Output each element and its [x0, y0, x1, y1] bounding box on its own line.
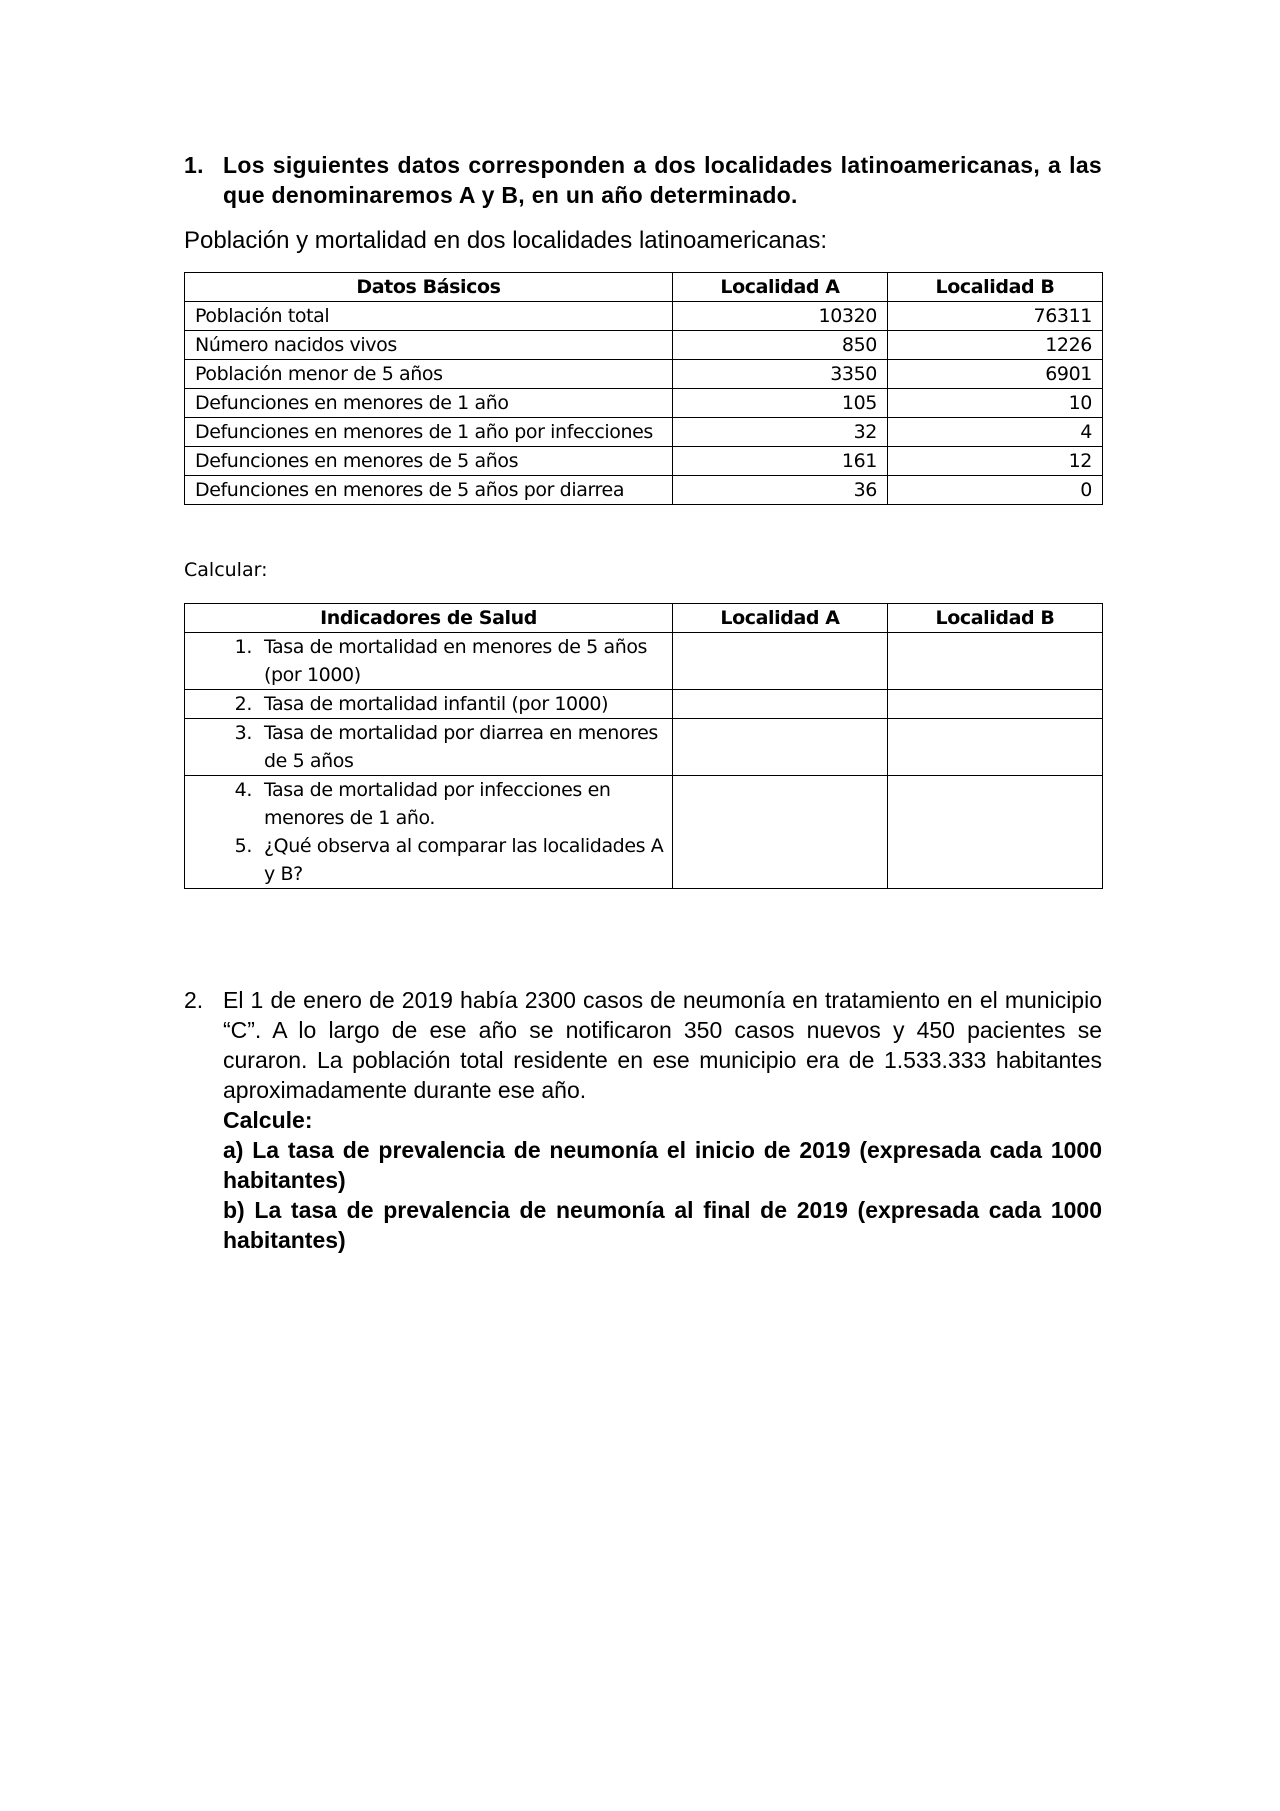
question-2-body: [223, 985, 1102, 1255]
row-label: Número nacidos vivos: [185, 331, 673, 360]
table-row: [185, 418, 1103, 447]
answer-cell-b[interactable]: [888, 719, 1103, 776]
question-2b: b) La tasa de prevalencia de neumonía al final de 2019 (expresada cada 1000 habitantes): [223, 1197, 1102, 1253]
table-caption: Población y mortalidad en dos localidades latinoamericanas:: [184, 227, 828, 254]
row-label: Defunciones en menores de 5 años: [185, 447, 673, 476]
item-text: Tasa de mortalidad por infecciones en menores de 1 año.: [264, 779, 611, 829]
calcule-label: Calcule:: [223, 1107, 313, 1133]
value-a: 3350: [673, 360, 888, 389]
value-a: 32: [673, 418, 888, 447]
item-text: Tasa de mortalidad en menores de 5 años (por 1000): [264, 636, 648, 686]
item-number: 1.: [234, 636, 252, 658]
item-number: 5.: [234, 835, 252, 857]
row-label: Defunciones en menores de 5 años por diarrea: [185, 476, 673, 505]
table-header-row: [185, 604, 1103, 633]
header-indicadores: Indicadores de Salud: [185, 604, 673, 633]
table-row: [185, 476, 1103, 505]
row-label: Defunciones en menores de 1 año por infecciones: [185, 418, 673, 447]
value-b: 1226: [888, 331, 1103, 360]
item-text: ¿Qué observa al comparar las localidades A y B?: [264, 835, 664, 885]
item-number: 2.: [234, 693, 252, 715]
answer-cell-a[interactable]: [673, 633, 888, 690]
question-2a: a) La tasa de prevalencia de neumonía el inicio de 2019 (expresada cada 1000 habitantes): [223, 1137, 1102, 1193]
basic-data-table: [184, 272, 1103, 505]
answer-cell-b[interactable]: [888, 690, 1103, 719]
header-localidad-b: Localidad B: [888, 273, 1103, 302]
table-row: [185, 447, 1103, 476]
answer-cell-b[interactable]: [888, 633, 1103, 690]
value-b: 12: [888, 447, 1103, 476]
value-a: 10320: [673, 302, 888, 331]
header-localidad-a: Localidad A: [673, 273, 888, 302]
value-a: 36: [673, 476, 888, 505]
header-localidad-b: Localidad B: [888, 604, 1103, 633]
question-2: [184, 985, 1102, 1255]
question-1-text: Los siguientes datos corresponden a dos localidades latinoamericanas, a las que denominaremos A y B, en un año determinado.: [223, 152, 1102, 208]
question-1: [184, 150, 1102, 210]
list-item: [185, 633, 672, 689]
header-datos-basicos: Datos Básicos: [185, 273, 673, 302]
value-b: 10: [888, 389, 1103, 418]
indicator-cell: [185, 690, 673, 719]
item-text: Tasa de mortalidad infantil (por 1000): [264, 693, 609, 715]
value-b: 76311: [888, 302, 1103, 331]
value-b: 4: [888, 418, 1103, 447]
value-b: 6901: [888, 360, 1103, 389]
indicator-cell: [185, 719, 673, 776]
list-item: [185, 776, 672, 832]
answer-cell-a[interactable]: [673, 719, 888, 776]
calcular-label: Calcular:: [184, 559, 268, 581]
question-2-number: 2.: [184, 987, 204, 1013]
question-1-number: 1.: [184, 152, 204, 178]
table-row: [185, 719, 1103, 776]
value-a: 850: [673, 331, 888, 360]
item-number: 4.: [234, 779, 252, 801]
value-a: 161: [673, 447, 888, 476]
indicator-cell: [185, 633, 673, 690]
table-header-row: [185, 273, 1103, 302]
document-page: [184, 150, 1102, 1255]
row-label: Población menor de 5 años: [185, 360, 673, 389]
header-localidad-a: Localidad A: [673, 604, 888, 633]
row-label: Defunciones en menores de 1 año: [185, 389, 673, 418]
list-item: [185, 690, 672, 718]
value-b: 0: [888, 476, 1103, 505]
answer-cell-a[interactable]: [673, 776, 888, 889]
table-row: [185, 331, 1103, 360]
table-row: [185, 690, 1103, 719]
table-row: [185, 302, 1103, 331]
item-number: 3.: [234, 722, 252, 744]
question-2-text: El 1 de enero de 2019 había 2300 casos de neumonía en tratamiento en el municipio “C”. A lo largo de ese año se notificaron 350 casos nuevos y 450 pacientes se curaron. La población total residente en ese municipio era de 1.533.333 habitantes aproximadamente durante ese año.: [223, 987, 1102, 1103]
table-row: [185, 633, 1103, 690]
indicator-cell: [185, 776, 673, 889]
answer-cell-a[interactable]: [673, 690, 888, 719]
row-label: Población total: [185, 302, 673, 331]
list-item: [185, 719, 672, 775]
answer-cell-b[interactable]: [888, 776, 1103, 889]
table-row: [185, 389, 1103, 418]
table-row: [185, 360, 1103, 389]
item-text: Tasa de mortalidad por diarrea en menores de 5 años: [264, 722, 658, 772]
health-indicators-table: [184, 603, 1103, 889]
table-row: [185, 776, 1103, 889]
list-item: [185, 832, 672, 888]
value-a: 105: [673, 389, 888, 418]
